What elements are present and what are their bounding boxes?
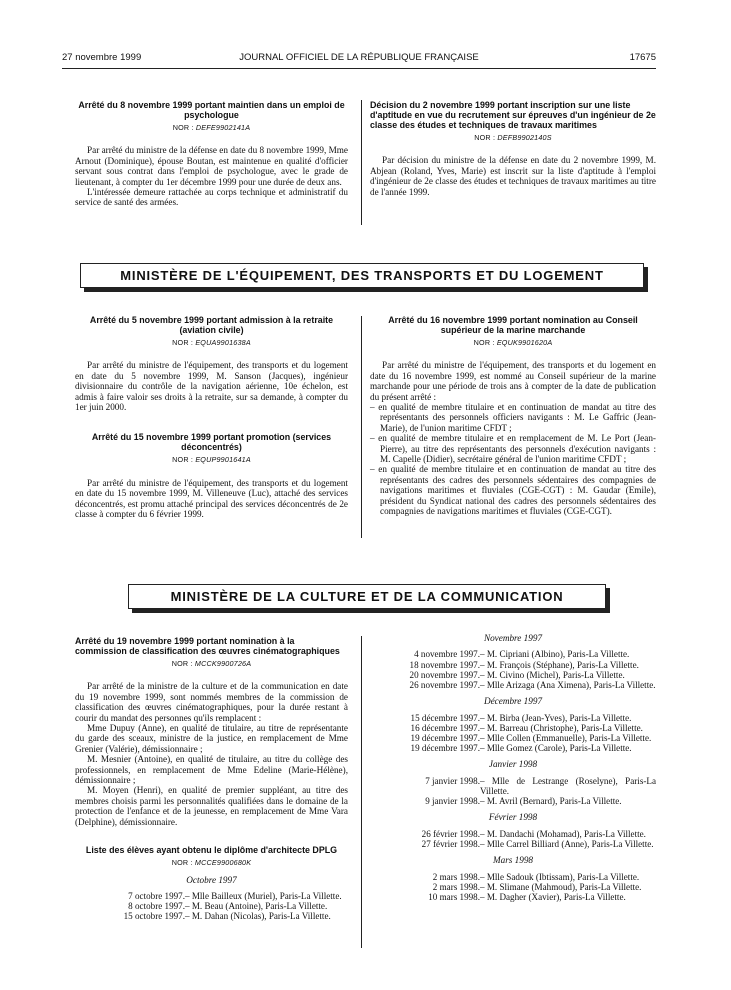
decree-psychologue bbox=[75, 100, 348, 208]
entry-name: – M. Barreau (Christophe), Paris-La Villette. bbox=[480, 722, 643, 733]
graduate-list bbox=[370, 872, 656, 903]
member-list bbox=[370, 402, 656, 516]
table-row bbox=[370, 680, 656, 690]
entry-date: 2 mars 1998. bbox=[432, 881, 480, 892]
graduate-list bbox=[75, 891, 348, 922]
decree-title: Arrêté du 16 novembre 1999 portant nomination au Conseil supérieur de la marine marchande bbox=[388, 315, 638, 335]
list-item: – en qualité de membre titulaire et en continuation de mandat au titre des représentants des personnels officiers navigants : M. Le Gaffric (Jean-Marie), de l'union maritime CFDT ; bbox=[370, 402, 656, 433]
table-row bbox=[370, 723, 656, 733]
entry-name: – M. Beau (Antoine), Paris-La Villette. bbox=[185, 901, 328, 912]
graduate-list bbox=[370, 713, 656, 754]
header-page-number: 17675 bbox=[629, 52, 656, 63]
entry-date: 26 novembre 1997. bbox=[409, 680, 480, 691]
graduate-list bbox=[370, 829, 656, 849]
entry-name: – Mlle Carrel Billiard (Anne), Paris-La Villette. bbox=[480, 839, 654, 850]
ministry-banner-equipement: MINISTÈRE DE L'ÉQUIPEMENT, DES TRANSPORTS ET DU LOGEMENT bbox=[80, 263, 644, 288]
table-row bbox=[370, 872, 656, 882]
entry-date: 20 novembre 1997. bbox=[409, 669, 480, 680]
entry-date: 4 novembre 1997. bbox=[414, 649, 480, 660]
entry-date: 19 décembre 1997. bbox=[410, 743, 480, 754]
nor-reference: NOR : EQUP9901641A bbox=[172, 455, 251, 465]
entry-date: 9 janvier 1998. bbox=[425, 796, 480, 807]
decree-paragraph: M. Moyen (Henri), en qualité de premier suppléant, au titre des membres choisis parmi les personnalités qualifiées dans le domaine de la protection de l'enfance et de la jeunesse, en remplacement de Mme Vara (Delphine), démissionnaire. bbox=[75, 785, 348, 827]
entry-name: – Mlle Gomez (Carole), Paris-La Villette. bbox=[480, 743, 632, 754]
decree-paragraph: Par arrêté du ministre de l'équipement, des transports et du logement en date du 5 novembre 1999, M. Sanson (Jacques), ingénieur divisionnaire du contrôle de la navigation aérienne, 10e échelon, est admis à faire valoir ses droits à la retraite, sur sa demande, à compter du 1er juin 2000. bbox=[75, 360, 348, 413]
month-heading: Mars 1998 bbox=[492, 855, 534, 866]
graduate-list bbox=[370, 776, 656, 807]
entry-date: 18 novembre 1997. bbox=[409, 659, 480, 670]
nor-reference: NOR : DEFB9902140S bbox=[474, 133, 552, 142]
list-title: Liste des élèves ayant obtenu le diplôme d'architecte DPLG bbox=[85, 845, 338, 856]
decree-paragraph: L'intéressée demeure rattachée au corps technique et administratif du service de santé des armées. bbox=[75, 187, 348, 208]
entry-name: – Mlle Collen (Emmanuelle), Paris-La Villette. bbox=[480, 733, 652, 744]
entry-date: 7 janvier 1998. bbox=[425, 775, 480, 786]
entry-date: 2 mars 1998. bbox=[432, 871, 480, 882]
page-header bbox=[62, 52, 656, 66]
table-row bbox=[370, 839, 656, 849]
nor-reference: NOR : MCCE9900680K bbox=[171, 858, 252, 868]
entry-name: – M. Birba (Jean-Yves), Paris-La Villette. bbox=[480, 712, 632, 723]
entry-name: – M. François (Stéphane), Paris-La Villette. bbox=[480, 659, 639, 670]
list-item: – en qualité de membre titulaire et en remplacement de M. Le Port (Jean-Pierre), au titre des représentants des personnels d'exécution navigants : M. Capelle (Didier), secrétaire général de l'union maritime CFDT ; bbox=[370, 433, 656, 465]
entry-name: – Mlle de Lestrange (Roselyne), Paris-La Villette. bbox=[480, 775, 656, 797]
section-culture-left bbox=[75, 636, 348, 922]
entry-date: 27 février 1998. bbox=[421, 839, 480, 850]
decree-title: Arrêté du 19 novembre 1999 portant nomination à la commission de classification des œuvres cinématographiques bbox=[75, 636, 340, 656]
header-date: 27 novembre 1999 bbox=[62, 52, 142, 63]
entry-date: 19 décembre 1997. bbox=[410, 733, 480, 744]
table-row bbox=[370, 713, 656, 723]
entry-name: – M. Avril (Bernard), Paris-La Villette. bbox=[480, 796, 622, 807]
table-row bbox=[370, 776, 656, 796]
entry-date: 16 décembre 1997. bbox=[410, 722, 480, 733]
table-row bbox=[370, 743, 656, 753]
table-row bbox=[370, 733, 656, 743]
month-heading: Janvier 1998 bbox=[488, 759, 538, 770]
entry-name: – Mlle Sadouk (Ibtissam), Paris-La Villette. bbox=[480, 871, 640, 882]
table-row bbox=[370, 892, 656, 902]
table-row bbox=[370, 882, 656, 892]
table-row bbox=[75, 891, 348, 901]
month-heading: Octobre 1997 bbox=[186, 874, 237, 885]
table-row bbox=[370, 829, 656, 839]
decree-paragraph: Par arrêté de la ministre de la culture et de la communication en date du 19 novembre 1999, sont nommés membres de la commission de classification des œuvres cinématographiques, pour la durée restant à courir du mandat des personnes qu'ils remplacent : bbox=[75, 681, 348, 723]
entry-name: – M. Dandachi (Mohamad), Paris-La Villette. bbox=[480, 828, 646, 839]
month-heading: Février 1998 bbox=[488, 812, 538, 823]
decree-paragraph: Par arrêté du ministre de l'équipement, des transports et du logement en date du 15 novembre 1999, M. Villeneuve (Luc), attaché des services déconcentrés, est promu attaché principal des services déconcentrés de 2e classe à compter du 6 février 1999. bbox=[75, 477, 348, 520]
nor-reference: NOR : DEFE9902141A bbox=[172, 123, 251, 132]
decision-liste-aptitude bbox=[370, 100, 656, 197]
entry-date: 15 octobre 1997. bbox=[123, 911, 185, 922]
entry-name: – Mlle Bailleux (Muriel), Paris-La Villette. bbox=[185, 890, 342, 901]
month-heading: Novembre 1997 bbox=[483, 633, 543, 643]
decree-title: Arrêté du 15 novembre 1999 portant promotion (services déconcentrés) bbox=[91, 432, 332, 453]
entry-date: 7 octobre 1997. bbox=[128, 890, 185, 901]
table-row bbox=[370, 649, 656, 659]
month-heading: Décembre 1997 bbox=[483, 696, 543, 707]
header-journal-title: JOURNAL OFFICIEL DE LA RÉPUBLIQUE FRANÇAISE bbox=[239, 52, 479, 63]
decree-paragraph: Par arrêté du ministre de la défense en date du 8 novembre 1999, Mme Arnout (Dominique), épouse Boutan, est maintenue en qualité d'officier servant sous contrat dans l'emploi de psychologue, avec le grade de lieutenant, à compter du 1er décembre 1999 pour une durée de deux ans. bbox=[75, 145, 348, 187]
nor-reference: NOR : EQUA9901638A bbox=[172, 338, 251, 347]
entry-name: – Mlle Arizaga (Ana Ximena), Paris-La Villette. bbox=[480, 680, 656, 691]
table-row bbox=[370, 670, 656, 680]
nor-reference: NOR : MCCK9900726A bbox=[171, 659, 252, 668]
table-row bbox=[75, 911, 348, 921]
header-rule bbox=[62, 68, 656, 69]
entry-date: 26 février 1998. bbox=[421, 828, 480, 839]
decision-title: Décision du 2 novembre 1999 portant inscription sur une liste d'aptitude en vue du recrutement sur épreuves d'un ingénieur de 2e classe des études et techniques de travaux maritimes bbox=[370, 100, 656, 130]
decision-paragraph: Par décision du ministre de la défense en date du 2 novembre 1999, M. Abjean (Roland, Yves, Marie) est inscrit sur la liste d'aptitude à l'emploi d'ingénieur de 2e classe des études et techniques de travaux maritimes au titre de l'année 1999. bbox=[370, 155, 656, 197]
table-row bbox=[370, 660, 656, 670]
table-row bbox=[370, 796, 656, 806]
decree-paragraph: Par arrêté du ministre de l'équipement, des transports et du logement en date du 16 novembre 1999, est nommé au Conseil supérieur de la marine marchande pour une période de trois ans à compter de la date de publication du présent arrêté : bbox=[370, 360, 656, 402]
section-culture-right bbox=[370, 633, 656, 902]
column-divider bbox=[361, 100, 362, 225]
decree-title: Arrêté du 8 novembre 1999 portant maintien dans un emploi de psychologue bbox=[78, 100, 345, 120]
column-divider bbox=[361, 316, 362, 538]
graduate-list bbox=[370, 649, 656, 690]
section-equipement-right bbox=[370, 315, 656, 517]
nor-reference: NOR : EQUK9901620A bbox=[473, 338, 553, 347]
entry-date: 8 octobre 1997. bbox=[128, 901, 185, 912]
entry-name: – M. Cipriani (Albino), Paris-La Villette. bbox=[480, 649, 630, 660]
column-divider bbox=[361, 636, 362, 948]
list-item: – en qualité de membre titulaire et en continuation de mandat au titre des représentants des cadres des personnels sédentaires des compagnies de navigations maritimes et fluviales (CGE-CGT) : M. Gaudar (Emile), président du Syndicat national des cadres des personnels sédentaires des compagnies de navigations maritimes et fluviales (CGE-CGT). bbox=[370, 464, 656, 517]
section-equipement-left bbox=[75, 315, 348, 519]
entry-name: – M. Dagher (Xavier), Paris-La Villette. bbox=[480, 892, 626, 903]
entry-name: – M. Civino (Michel), Paris-La Villette. bbox=[480, 669, 625, 680]
entry-date: 10 mars 1998. bbox=[428, 892, 480, 903]
ministry-banner-culture: MINISTÈRE DE LA CULTURE ET DE LA COMMUNICATION bbox=[128, 584, 606, 609]
decree-paragraph: M. Mesnier (Antoine), en qualité de titulaire, au titre du collège des professionnels, en remplacement de Mme Edeline (Marie-Hélène), démissionnaire ; bbox=[75, 754, 348, 786]
decree-paragraph: Mme Dupuy (Anne), en qualité de titulaire, au titre de représentante du garde des sceaux, ministre de la justice, en remplacement de Mme Grenier (Valérie), démissionnaire ; bbox=[75, 723, 348, 754]
decree-title: Arrêté du 5 novembre 1999 portant admission à la retraite (aviation civile) bbox=[89, 315, 334, 335]
entry-name: – M. Slimane (Mahmoud), Paris-La Villette. bbox=[480, 881, 642, 892]
entry-date: 15 décembre 1997. bbox=[410, 712, 480, 723]
entry-name: – M. Dahan (Nicolas), Paris-La Villette. bbox=[185, 911, 331, 922]
table-row bbox=[75, 901, 348, 911]
